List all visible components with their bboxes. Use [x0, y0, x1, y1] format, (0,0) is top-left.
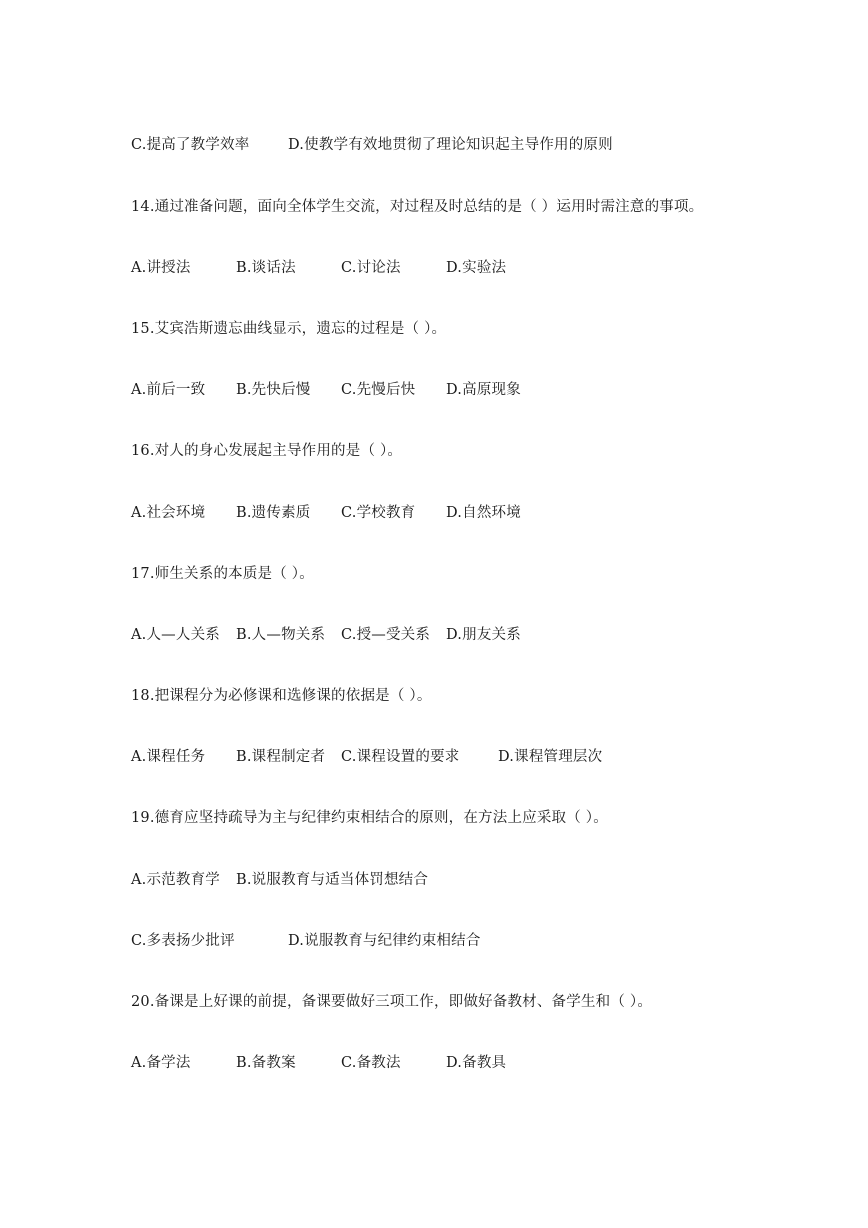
option: D.说服教育与纪律约束相结合	[288, 933, 481, 949]
answer-options	[131, 1053, 506, 1073]
option: C.课程设置的要求	[341, 749, 460, 765]
option: C.授—受关系	[341, 627, 431, 643]
answer-options	[131, 135, 613, 155]
option: C.讨论法	[341, 260, 401, 276]
option: B.先快后慢	[236, 382, 311, 398]
option: D.朋友关系	[446, 627, 521, 643]
option: D.使教学有效地贯彻了理论知识起主导作用的原则	[288, 137, 613, 153]
answer-options	[131, 258, 506, 278]
option: D.高原现象	[446, 382, 521, 398]
question-text: 19.德育应坚持疏导为主与纪律约束相结合的原则，在方法上应采取（ ）。	[131, 810, 608, 826]
option: A.示范教育学	[131, 872, 220, 888]
option: C.备教法	[341, 1055, 401, 1071]
option: B.说服教育与适当体罚想结合	[236, 872, 429, 888]
option: C.多表扬少批评	[131, 933, 235, 949]
option: D.课程管理层次	[498, 749, 603, 765]
option: A.讲授法	[131, 260, 191, 276]
answer-options	[131, 503, 521, 523]
option: A.备学法	[131, 1055, 191, 1071]
option: A.人—人关系	[131, 627, 220, 643]
answer-options	[131, 931, 481, 951]
option: B.谈话法	[236, 260, 296, 276]
answer-options	[131, 625, 521, 645]
option: A.前后一致	[131, 382, 206, 398]
answer-options	[131, 380, 521, 400]
option: D.实验法	[446, 260, 507, 276]
question-text: 17.师生关系的本质是（ ）。	[131, 566, 314, 582]
answer-options	[131, 747, 602, 767]
option: A.社会环境	[131, 505, 206, 521]
option: D.自然环境	[446, 505, 521, 521]
option: B.备教案	[236, 1055, 296, 1071]
option: A.课程任务	[131, 749, 206, 765]
question-text: 20.备课是上好课的前提，备课要做好三项工作，即做好备教材、备学生和（ ）。	[131, 994, 653, 1010]
question-text: 18.把课程分为必修课和选修课的依据是（ ）。	[131, 688, 432, 704]
option: C.学校教育	[341, 505, 416, 521]
option: B.课程制定者	[236, 749, 326, 765]
option: B.人—物关系	[236, 627, 326, 643]
option: C.提高了教学效率	[131, 137, 250, 153]
question-text: 14.通过准备问题，面向全体学生交流，对过程及时总结的是（ ）运用时需注意的事项。	[131, 199, 704, 215]
option: B.遗传素质	[236, 505, 311, 521]
option: D.备教具	[446, 1055, 507, 1071]
question-text: 16.对人的身心发展起主导作用的是（ ）。	[131, 443, 403, 459]
question-text: 15.艾宾浩斯遗忘曲线显示，遗忘的过程是（ ）。	[131, 321, 447, 337]
option: C.先慢后快	[341, 382, 416, 398]
answer-options	[131, 870, 428, 890]
